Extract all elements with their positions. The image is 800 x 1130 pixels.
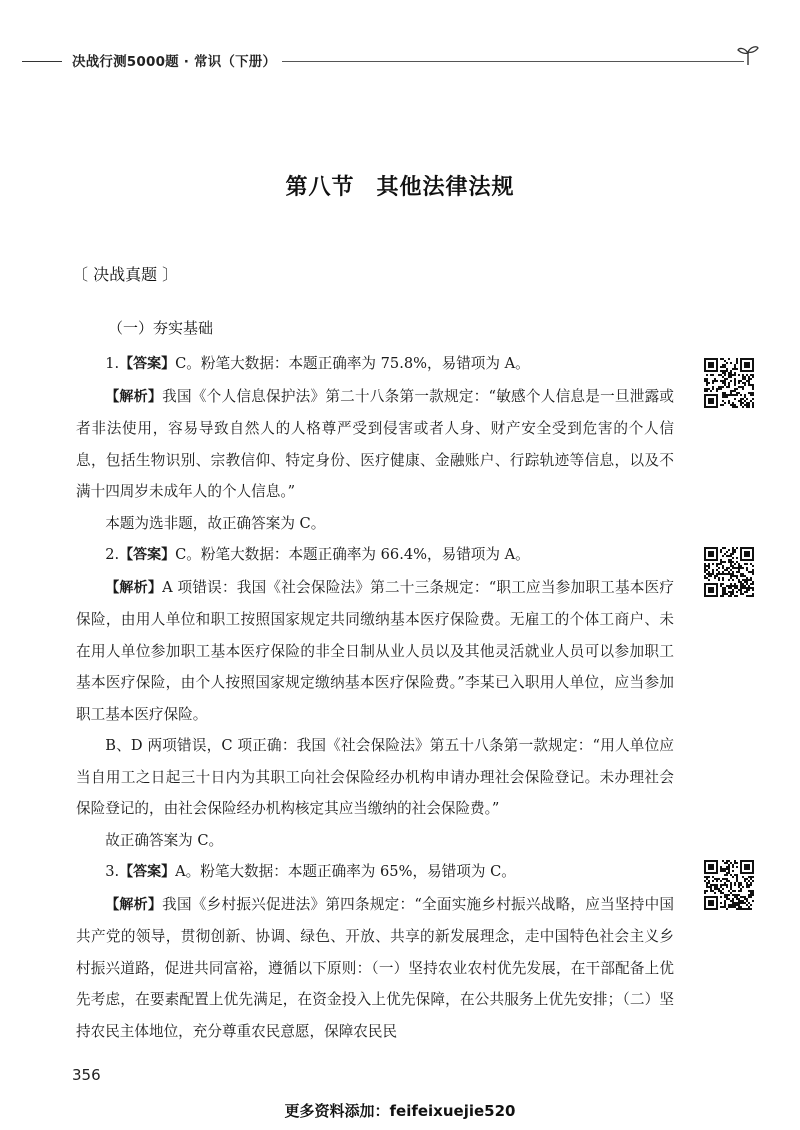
analysis-3: 【解析】我国《乡村振兴促进法》第四条规定：“全面实施乡村振兴战略，应当坚持中国共产党的领导，贯彻创新、协调、绿色、开放、共享的新发展理念，走中国特色社会主义乡村振兴道路，促进共同富裕，遵循以下原则：（一）坚持农业农村优先发展，在干部配备上优先考虑，在要素配置上优先满足，在资金投入上优先保障，在公共服务上优先安排；（二）坚持农民主体地位，充分尊重农民意愿，保障农民民 bbox=[76, 895, 675, 1040]
running-header bbox=[0, 46, 800, 74]
qr-code-2[interactable] bbox=[704, 547, 754, 597]
analysis-2: 【解析】A 项错误：我国《社会保险法》第二十三条规定：“职工应当参加职工基本医疗保险，由用人单位和职工按照国家规定共同缴纳基本医疗保险费。无雇工的个体工商户、未在用人单位参加职工基本医疗保险的非全日制从业人员以及其他灵活就业人员可以参加职工基本医疗保险，由个人按照国家规定缴纳基本医疗保险费。”李某已入职用人单位，应当参加职工基本医疗保险。 bbox=[76, 578, 674, 723]
analysis-tag: 【解析】 bbox=[105, 896, 163, 913]
conclusion-1: 本题为选非题，故正确答案为 C。 bbox=[105, 514, 326, 532]
answer-3-line: 3.【答案】A。粉笔大数据：本题正确率为 65%，易错项为 C。 bbox=[105, 863, 516, 880]
section-name: 其他法律法规 bbox=[376, 175, 515, 200]
qr-code-icon bbox=[704, 547, 754, 597]
analysis-1: 【解析】我国《个人信息保护法》第二十八条第一款规定：“敏感个人信息是一旦泄露或者非法使用，容易导致自然人的人格尊严受到侵害或者人身、财产安全受到危害的个人信息，包括生物识别、宗教信仰、特定身份、医疗健康、金融账户、行踪轨迹等信息，以及不满十四周岁未成年人的个人信息。” bbox=[76, 387, 675, 500]
footer-note: 更多资料添加：feifeixuejie520 bbox=[284, 1102, 516, 1120]
answer-tag: 【答案】 bbox=[119, 547, 176, 563]
conclusion-2: 故正确答案为 C。 bbox=[105, 831, 224, 849]
section-title bbox=[0, 170, 800, 201]
section-number: 第八节 bbox=[285, 175, 355, 200]
header-rule-right bbox=[282, 61, 744, 62]
qr-code-icon bbox=[704, 860, 754, 910]
qr-code-3[interactable] bbox=[704, 860, 754, 910]
page-number: 356 bbox=[72, 1066, 101, 1084]
answer-2-line: 2.【答案】C。粉笔大数据：本题正确率为 66.4%，易错项为 A。 bbox=[105, 546, 530, 563]
qr-code-1[interactable] bbox=[704, 358, 754, 408]
answer-tag: 【答案】 bbox=[119, 864, 176, 880]
header-rule-left bbox=[22, 61, 62, 62]
qr-code-icon bbox=[704, 358, 754, 408]
sub-label: （一）夯实基础 bbox=[108, 319, 214, 337]
analysis-2-continued: B、D 两项错误，C 项正确：我国《社会保险法》第五十八条第一款规定：“用人单位应当自用工之日起三十日内为其职工向社会保险经办机构申请办理社会保险登记。未办理社会保险登记的，由社会保险经办机构核定其应当缴纳的社会保险费。” bbox=[76, 737, 674, 817]
answer-content bbox=[76, 348, 674, 1047]
book-title: 决战行测5000题 · 常识（下册） bbox=[72, 54, 277, 70]
analysis-tag: 【解析】 bbox=[105, 579, 163, 596]
answer-tag: 【答案】 bbox=[119, 356, 176, 372]
answer-1-line: 1.【答案】C。粉笔大数据：本题正确率为 75.8%，易错项为 A。 bbox=[105, 355, 530, 372]
block-label: 〔 决战真题 〕 bbox=[72, 265, 179, 284]
sprout-icon bbox=[736, 44, 760, 66]
analysis-tag: 【解析】 bbox=[105, 388, 163, 405]
